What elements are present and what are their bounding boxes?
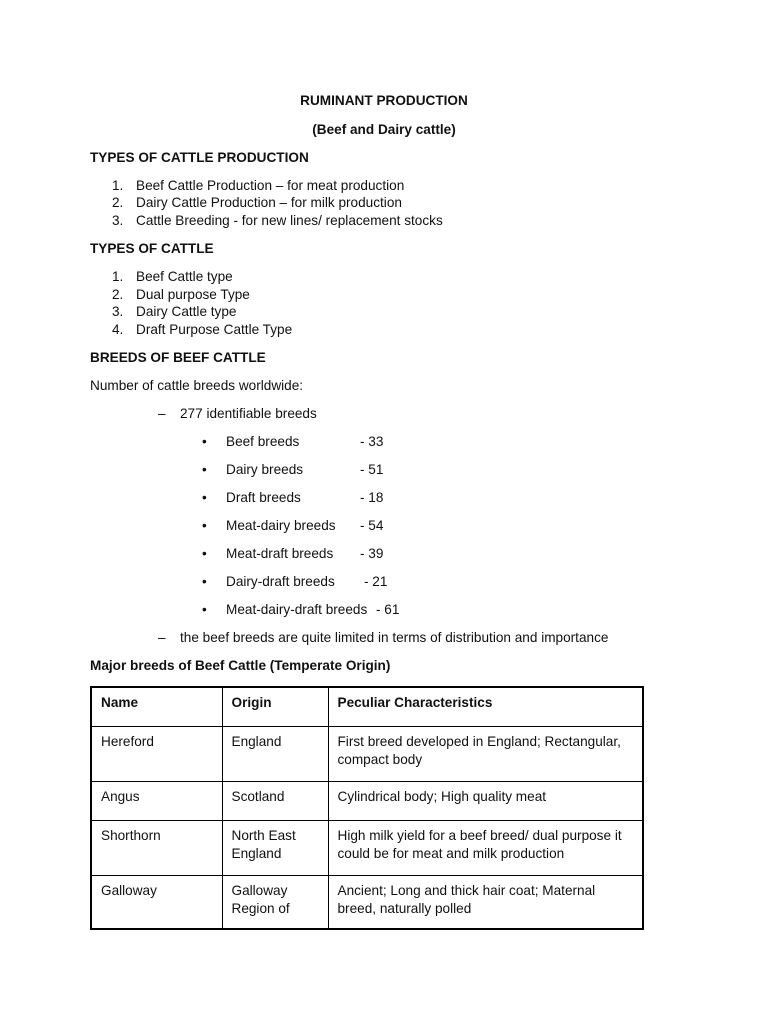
list-text: Dairy Cattle Production – for milk production: [136, 195, 402, 210]
breed-count: - 61: [376, 602, 400, 617]
table-row: [91, 782, 643, 821]
cell-characteristics: Cylindrical body; High quality meat: [328, 782, 643, 821]
cell-name: Angus: [91, 782, 222, 821]
list-number: 1.: [112, 178, 124, 193]
list-text: Dairy Cattle type: [136, 304, 237, 319]
cell-characteristics: High milk yield for a beef breed/ dual purpose it could be for meat and milk production: [328, 821, 643, 876]
list-number: 1.: [112, 269, 124, 284]
dash-marker: –: [158, 630, 166, 645]
bullet-marker: •: [202, 602, 207, 617]
bullet-marker: •: [202, 434, 207, 449]
column-header-name: Name: [91, 687, 222, 727]
page-title: RUMINANT PRODUCTION: [300, 93, 468, 108]
breed-label: Meat-dairy breeds: [226, 518, 336, 533]
list-number: 2.: [112, 195, 124, 210]
cell-origin: Galloway Region of: [222, 876, 328, 930]
table-header-row: [91, 687, 643, 727]
heading-types-of-cattle: TYPES OF CATTLE: [90, 241, 214, 256]
breeds-intro: Number of cattle breeds worldwide:: [90, 378, 304, 393]
cell-origin: North East England: [222, 821, 328, 876]
cell-name: Shorthorn: [91, 821, 222, 876]
breed-label: Meat-dairy-draft breeds: [226, 602, 368, 617]
breed-count: - 21: [364, 574, 388, 589]
heading-major-breeds: Major breeds of Beef Cattle (Temperate Origin): [90, 658, 391, 673]
bullet-marker: •: [202, 546, 207, 561]
list-number: 4.: [112, 322, 124, 337]
cell-characteristics: Ancient; Long and thick hair coat; Maternal breed, naturally polled: [328, 876, 643, 930]
breed-count: - 51: [360, 462, 384, 477]
list-text: Dual purpose Type: [136, 287, 250, 302]
bullet-marker: •: [202, 490, 207, 505]
list-text: Beef Cattle type: [136, 269, 233, 284]
heading-breeds-of-beef-cattle: BREEDS OF BEEF CATTLE: [90, 350, 266, 365]
bullet-marker: •: [202, 574, 207, 589]
column-header-characteristics: Peculiar Characteristics: [328, 687, 643, 727]
breed-count: - 18: [360, 490, 384, 505]
cell-origin: England: [222, 727, 328, 782]
breed-count: - 54: [360, 518, 384, 533]
breed-label: Beef breeds: [226, 434, 300, 449]
breed-label: Dairy breeds: [226, 462, 304, 477]
table-row: [91, 876, 643, 930]
identifiable-breeds-text: 277 identifiable breeds: [180, 406, 317, 421]
page-subtitle: (Beef and Dairy cattle): [312, 122, 456, 137]
dash-marker: –: [158, 406, 166, 421]
list-text: Cattle Breeding - for new lines/ replacement stocks: [136, 213, 443, 228]
bullet-marker: •: [202, 462, 207, 477]
cell-name: Hereford: [91, 727, 222, 782]
breed-label: Dairy-draft breeds: [226, 574, 335, 589]
distribution-note-text: the beef breeds are quite limited in terms of distribution and importance: [180, 630, 609, 645]
list-number: 2.: [112, 287, 124, 302]
major-breeds-table: [90, 686, 644, 930]
breed-label: Meat-draft breeds: [226, 546, 334, 561]
cell-origin: Scotland: [222, 782, 328, 821]
cell-name: Galloway: [91, 876, 222, 930]
table-row: [91, 727, 643, 782]
table-row: [91, 821, 643, 876]
bullet-marker: •: [202, 518, 207, 533]
breed-label: Draft breeds: [226, 490, 301, 505]
breed-count: - 33: [360, 434, 384, 449]
breed-count: - 39: [360, 546, 384, 561]
heading-types-of-cattle-production: TYPES OF CATTLE PRODUCTION: [90, 150, 309, 165]
list-number: 3.: [112, 213, 124, 228]
cell-characteristics: First breed developed in England; Rectangular, compact body: [328, 727, 643, 782]
list-text: Beef Cattle Production – for meat production: [136, 178, 405, 193]
column-header-origin: Origin: [222, 687, 328, 727]
list-text: Draft Purpose Cattle Type: [136, 322, 293, 337]
list-number: 3.: [112, 304, 124, 319]
